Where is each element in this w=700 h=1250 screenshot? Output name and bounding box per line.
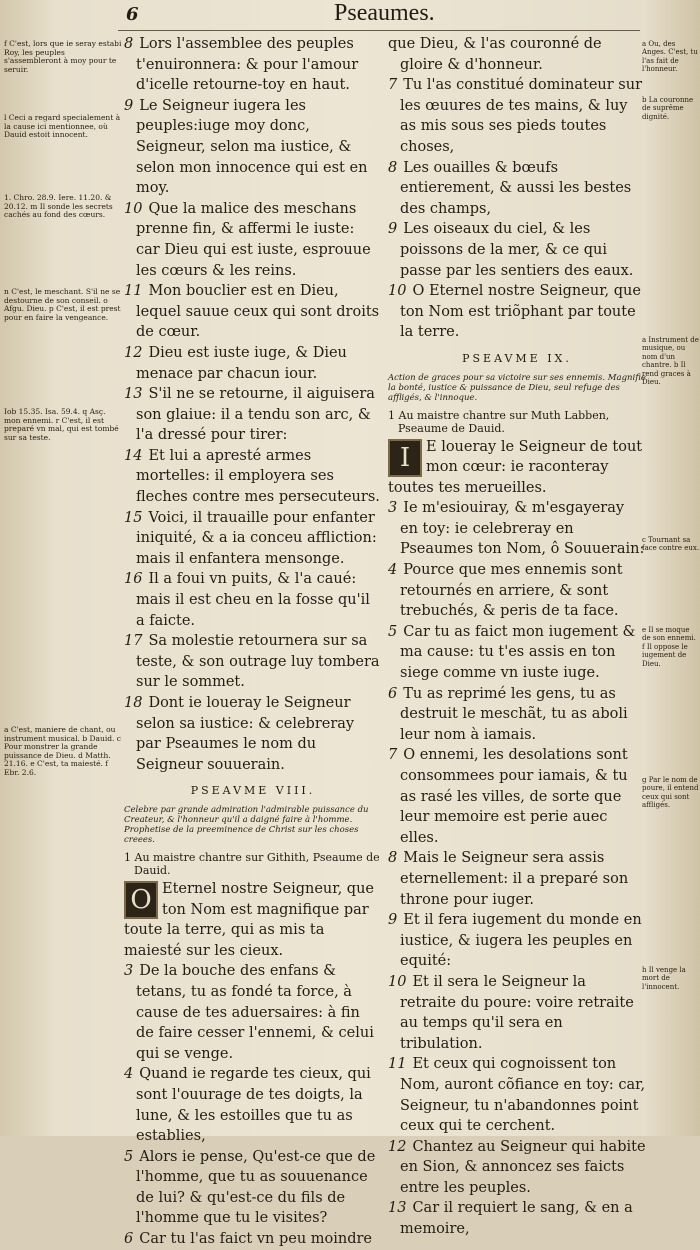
verse-number: 8 (124, 36, 134, 52)
verse (388, 75, 646, 157)
verse-number: 17 (124, 633, 143, 650)
verse (388, 1198, 646, 1239)
verse (388, 745, 646, 848)
psalm-8-continued-verses (388, 34, 646, 343)
verse-number: 10 (388, 283, 407, 300)
drop-cap-o: O (124, 881, 158, 919)
margin-note: h Il venge la mort de l'innocent. (642, 966, 686, 991)
verse (388, 910, 646, 972)
psalm-9-verses (388, 498, 646, 1239)
verse-text: Car tu as faict mon iugement & ma cause: tu t'es assis en ton siege comme vn iuste iuge. (400, 623, 636, 682)
verse-text: Et il sera le Seigneur la retraite du poure: voire retraite au temps qu'il sera en tribulation. (400, 973, 634, 1052)
verse-text: Le Seigneur iugera les peuples:iuge moy donc, Seigneur, selon ma iustice, & selon mon innocence qui est en moy. (136, 97, 368, 197)
verse (388, 622, 646, 684)
verse-text: Mon bouclier est en Dieu, lequel sauue ceux qui sont droits de cœur. (136, 283, 380, 341)
verse-text: Quand ie regarde tes cieux, qui sont l'ouurage de tes doigts, la lune, & les estoilles que tu as establies, (136, 1066, 371, 1145)
verse (124, 96, 382, 199)
verse (388, 1054, 646, 1136)
psalm-9-argument: Action de graces pour sa victoire sur ses ennemis. Magnifie la bonté, iustice & puissance de Dieu, seul refuge des affligés, & l'innoque. (388, 372, 646, 403)
verse-text: Mais le Seigneur sera assis eternellement: il a preparé son throne pour iuger. (400, 850, 629, 908)
verse (124, 281, 382, 343)
verse (124, 508, 382, 570)
verse-number: 16 (124, 571, 143, 588)
verse-number: 15 (124, 509, 143, 526)
verse (388, 1137, 646, 1199)
verse (388, 972, 646, 1054)
verse-text: Il a foui vn puits, & l'a caué: mais il est cheu en la fosse qu'il a faicte. (136, 571, 370, 629)
psalm-8-opening-block (124, 879, 382, 961)
verse-text: Tu l'as constitué dominateur sur les œuures de tes mains, & luy as mis sous ses pieds toutes choses, (400, 77, 643, 155)
verse-number: 12 (124, 344, 143, 361)
verse-text: Voici, il trauaille pour enfanter iniquité, & a ia conceu affliction: mais il enfantera mensonge. (136, 509, 377, 567)
verse-number: 8 (388, 850, 398, 867)
verse-text: Dont ie loueray le Seigneur selon sa iustice: & celebreray par Pseaumes le nom du Seigneur souuerain. (136, 695, 355, 773)
verse-text: O Eternel nostre Seigneur, que ton Nom est triõphant par toute la terre. (400, 283, 641, 341)
verse (124, 961, 382, 1064)
verse (124, 1064, 382, 1146)
verse-text: Pource que mes ennemis sont retournés en arriere, & sont trebuchés, & peris de ta face. (400, 562, 623, 620)
margin-note: a C'est, maniere de chant, ou instrument musical. b Dauid. c Pour monstrer la grande puissance de Dieu. d Matth. 21.16. e C'est, ta maiesté. f Ebr. 2.6. (4, 725, 121, 777)
verse-text: Et ceux qui cognoissent ton Nom, auront cõfiance en toy: car, Seigneur, tu n'abandonnes point ceux qui te cerchent. (400, 1056, 646, 1135)
verse (388, 684, 646, 746)
verse-text: Dieu est iuste iuge, & Dieu menace par chacun iour. (136, 344, 347, 382)
verse-text: Les oiseaux du ciel, & les poissons de la mer, & ce qui passe par les sentiers des eaux. (400, 221, 634, 279)
psalm-9-opening: E loueray le Seigneur de tout mon cœur: ie raconteray toutes tes merueilles. (388, 438, 643, 496)
verse-number: 13 (124, 386, 143, 403)
verse-text: S'il ne se retourne, il aiguisera son glaiue: il a tendu son arc, & l'a dressé pour tirer: (136, 386, 375, 444)
psalm-9-opening-block (388, 437, 646, 499)
verse (124, 693, 382, 775)
margin-note: a Ou, des Anges. C'est, tu l'as fait de l'honneur. (642, 40, 698, 74)
margin-note: e Il se moque de son ennemi. f Il oppose le iugement de Dieu. (642, 626, 696, 668)
verse (388, 848, 646, 910)
header-rule (118, 30, 640, 31)
verse-number: 4 (388, 562, 398, 579)
verse-number: 5 (388, 623, 398, 640)
drop-cap-i: I (388, 439, 422, 477)
psalm-8-superscription: 1 Au maistre chantre sur Githith, Pseaume de Dauid. (124, 850, 380, 877)
margin-note: 1. Chro. 28.9. Iere. 11.20. & 20.12. m Il sonde les secrets cachés au fond des cœurs. (4, 193, 113, 220)
verse (388, 498, 646, 560)
margin-note: a Instrument de musique, ou nom d'un chantre. b Il rend graces à Dieu. (642, 336, 699, 387)
verse-number: 6 (124, 1231, 134, 1248)
margin-note: b La couronne de suprême dignité. (642, 96, 694, 121)
psalm-8-title: PSEAVME VIII. (190, 784, 316, 798)
verse-number: 9 (388, 221, 398, 238)
page-number: 6 (126, 4, 139, 25)
verse (124, 1229, 382, 1250)
margin-note: g Par le nom de poure, il entend ceux qui sont affligés. (642, 776, 699, 810)
verse-number: 13 (388, 1200, 407, 1217)
verse-text: De la bouche des enfans & tetans, tu as fondé ta force, à cause de tes aduersaires: à fin de faire cesser l'ennemi, & celui qui se venge. (136, 963, 374, 1062)
verse-text: Car tu l'as faict vn peu moindre (139, 1231, 373, 1248)
psalm-8-verses (124, 961, 382, 1249)
page-header (0, 0, 700, 28)
psalm-8-opening: Eternel nostre Seigneur, que ton Nom est magnifique par toute la terre, qui as mis ta maiesté sur les cieux. (124, 880, 374, 959)
verse-number: 9 (124, 97, 134, 114)
verse-number: 14 (124, 447, 143, 464)
verse (124, 1147, 382, 1229)
running-title: Pseaumes. (334, 0, 435, 26)
right-column (388, 34, 646, 1240)
margin-note: c Tournant sa face contre eux. (642, 536, 700, 553)
verse-number: 11 (388, 1056, 407, 1073)
margin-note: Iob 15.35. Isa. 59.4. q Asç. mon ennemi. r C'est, il est preparé vn mal, qui est tombé sur sa teste. (4, 407, 119, 442)
verse (388, 560, 646, 622)
verse-text: que Dieu, & l'as couronné de gloire & d'honneur. (388, 36, 602, 73)
verse (124, 34, 382, 96)
verse-text: Et lui a apresté armes mortelles: il employera ses fleches contre mes persecuteurs. (136, 447, 380, 506)
verse-text: Sa molestie retournera sur sa teste, & son outrage luy tombera sur le sommet. (136, 633, 380, 691)
verse-text: O ennemi, les desolations sont consommees pour iamais, & tu as rasé les villes, de sorte que leur memoire est perie auec elles. (400, 747, 628, 846)
verse (124, 343, 382, 384)
verse-number: 4 (124, 1066, 134, 1083)
verse (124, 569, 382, 631)
verse-text: Chantez au Seigneur qui habite en Sion, & annoncez ses faicts entre les peuples. (400, 1138, 646, 1196)
verse-text: Car il requiert le sang, & en a memoire, (400, 1200, 633, 1238)
verse-text: Et il fera iugement du monde en iustice, & iugera les peuples en equité: (400, 912, 642, 970)
left-column (124, 34, 382, 1250)
verse-number: 3 (124, 963, 134, 980)
verse (388, 34, 646, 75)
verse-number: 5 (124, 1148, 134, 1165)
verse-number: 7 (388, 747, 398, 764)
verse (388, 158, 646, 220)
verse (124, 446, 382, 508)
verse-number: 7 (388, 77, 398, 94)
verse (388, 281, 646, 343)
verse-number: 3 (388, 500, 398, 517)
verse-number: 11 (124, 283, 143, 300)
psalm-9-superscription: 1 Au maistre chantre sur Muth Labben, Pseaume de Dauid. (388, 408, 610, 435)
psalm-8-argument: Celebre par grande admiration l'admirable puissance du Createur, & l'honneur qu'il a daigné faire à l'homme. Prophetise de la preeminence de Christ sur les choses creees. (124, 804, 369, 845)
verse (124, 384, 382, 446)
verse-text: Tu as reprimé les gens, tu as destruit le meschãt, tu as aboli leur nom à iamais. (400, 685, 628, 743)
verse (388, 219, 646, 281)
verse-number: 10 (388, 973, 407, 990)
verse-number: 9 (388, 912, 398, 929)
verse-number: 6 (388, 685, 398, 702)
psalm-7-verses (124, 34, 382, 775)
verse-number: 10 (124, 200, 143, 217)
verse-text: Les ouailles & bœufs entierement, & aussi les bestes des champs, (400, 159, 632, 217)
verse-number: 18 (124, 695, 143, 711)
verse (124, 199, 382, 281)
verse-number: 12 (388, 1138, 407, 1155)
margin-note: l Ceci a regard specialement à la cause ici mentionnee, où Dauid estoit innocent. (4, 113, 121, 140)
margin-note: n C'est, le meschant. S'il ne se destourne de son conseil. o Afgu. Dieu. p C'est, il est prest pour en faire la vengeance. (4, 287, 121, 322)
verse-text: Lors l'assemblee des peuples t'enuironnera: & pour l'amour d'icelle retourne-toy en haut. (136, 36, 359, 94)
verse-number: 8 (388, 159, 398, 176)
verse-text: Ie m'esiouiray, & m'esgayeray en toy: ie celebreray en Pseaumes ton Nom, ô Souuerain: (400, 500, 645, 558)
verse (124, 631, 382, 693)
margin-note: f C'est, lors que ie seray estabi Roy, les peuples s'assembleront à moy pour te seruir. (4, 39, 122, 74)
psalm-9-title: PSEAVME IX. (462, 351, 572, 365)
verse-text: Que la malice des meschans prenne fin, & affermi le iuste: car Dieu qui est iuste, esprouue les cœurs & les reins. (136, 200, 371, 279)
verse-text: Alors ie pense, Qu'est-ce que de l'homme, que tu as souuenance de lui? & qu'est-ce du fils de l'homme que tu le visites? (136, 1148, 376, 1227)
